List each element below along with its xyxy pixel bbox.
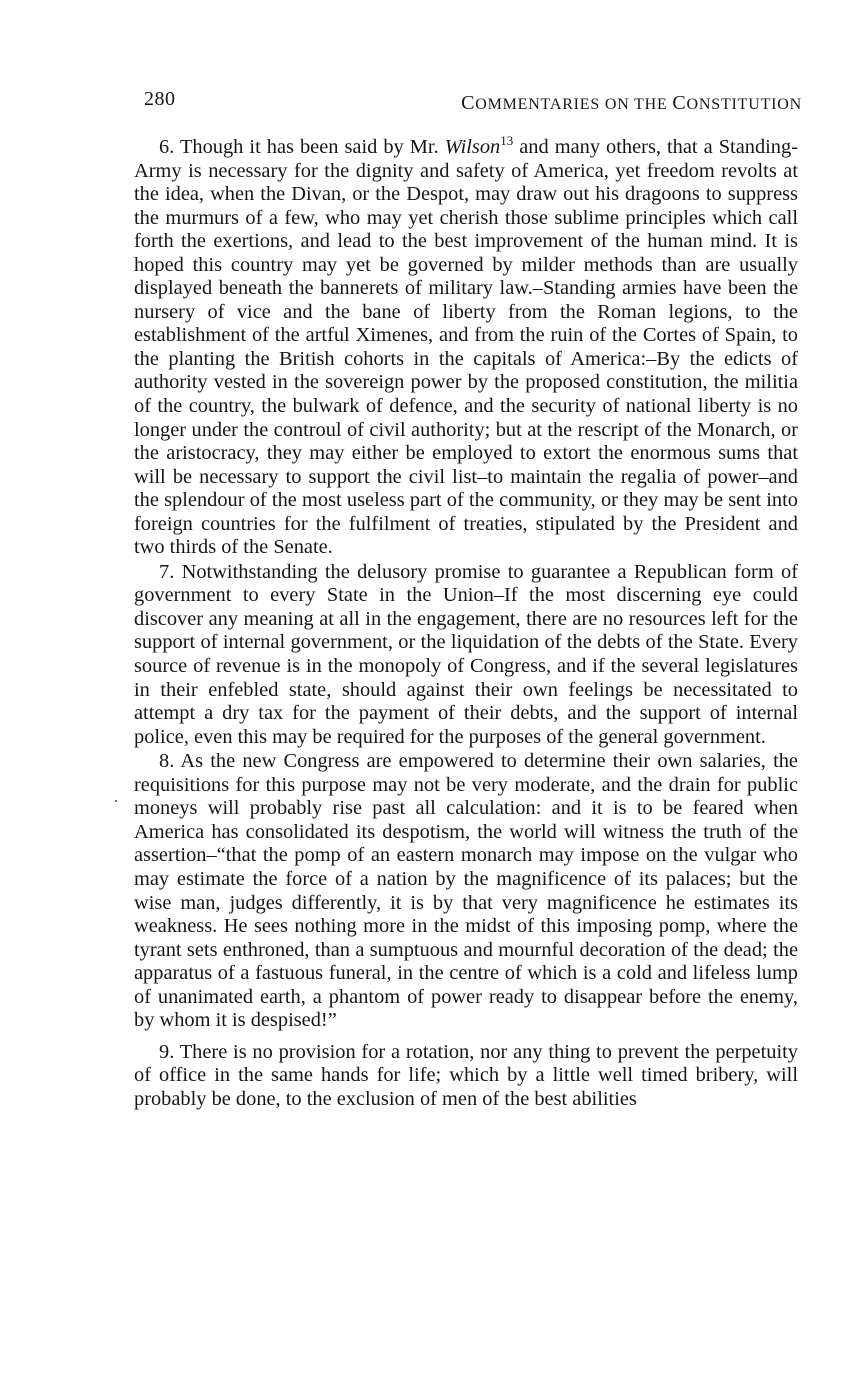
running-head xyxy=(461,92,802,115)
running-head-text: ONSTITUTION xyxy=(686,96,802,113)
running-head-initial: C xyxy=(672,92,687,114)
paragraph-6-text-rest: and many others, that a Standing-Army is necessary for the dignity and safety of America, yet freedom revolts at the idea, when the Divan, or the Despot, may draw out his dragoons to suppress the murmurs of a few, who may yet cherish those sublime principles which call forth the exertions, and lead to the best improvement of the human mind. It is hoped this country may yet be governed by milder methods than are usually displayed beneath the bannerets of military law.–Standing armies have been the nursery of vice and the bane of liberty from the Roman legions, to the establishment of the artful Ximenes, and from the ruin of the Cortes of Spain, to the planting the British cohorts in the capitals of America:–By the edicts of authority vested in the sovereign power by the proposed constitution, the militia of the country, the bulwark of defence, and the security of national liberty is no longer under the controul of civil authority; but at the rescript of the Monarch, or the aristocracy, they may either be employed to extort the enormous sums that will be necessary to support the civil list–to maintain the regalia of power–and the splendour of the most useless part of the community, or they may be sent into foreign countries for the fulfilment of treaties, stipulated by the President and two thirds of the Senate. xyxy=(134,136,798,559)
body-text xyxy=(134,133,798,1111)
paragraph-6 xyxy=(134,133,798,560)
page-number: 280 xyxy=(144,88,176,110)
running-head-initial: C xyxy=(461,92,476,114)
paragraph-7: 7. Notwithstanding the delusory promise to guarantee a Republican form of government to every State in the Union–If the most discerning eye could discover any meaning at all in the engagement, there are no resources left for the support of internal government, or the liquidation of the debts of the State. Every source of revenue is in the monopoly of Congress, and if the several legislatures in their enfebled state, should against their own feelings be necessitated to attempt a dry tax for the payment of their debts, and the support of internal police, even this may be required for the purposes of the general government. xyxy=(134,560,798,748)
paragraph-8: 8. As the new Congress are empowered to determine their own salaries, the requisitions for this purpose may not be very moderate, and the drain for public moneys will probably rise past all calculation: and it is to be feared when America has consolidated its despotism, the world will witness the truth of the assertion–“that the pomp of an eastern monarch may impose on the vulgar who may estimate the force of a nation by the magnificence of its palaces; but the wise man, judges differently, it is by that very magnificence he estimates its weakness. He sees nothing more in the midst of this imposing pomp, where the tyrant sets enthroned, than a sumptuous and mournful decoration of the dead; the apparatus of a fastuous funeral, in the centre of which is a cold and lifeless lump of unanimated earth, a phantom of power ready to disappear before the enemy, by whom it is despised!” xyxy=(134,750,798,1032)
scan-speck xyxy=(115,800,117,802)
paragraph-6-text-start: 6. Though it has been said by Mr. xyxy=(159,136,445,158)
running-head-text: OMMENTARIES ON THE xyxy=(475,96,673,113)
page-header xyxy=(144,86,802,116)
paragraph-9: 9. There is no provision for a rotation, nor any thing to prevent the perpetuity of office in the same hands for life; which by a little well timed bribery, will probably be done, to the exclusion of men of the best abilities xyxy=(134,1040,798,1110)
footnote-marker: 13 xyxy=(500,133,514,148)
wilson-name: Wilson xyxy=(444,136,501,158)
